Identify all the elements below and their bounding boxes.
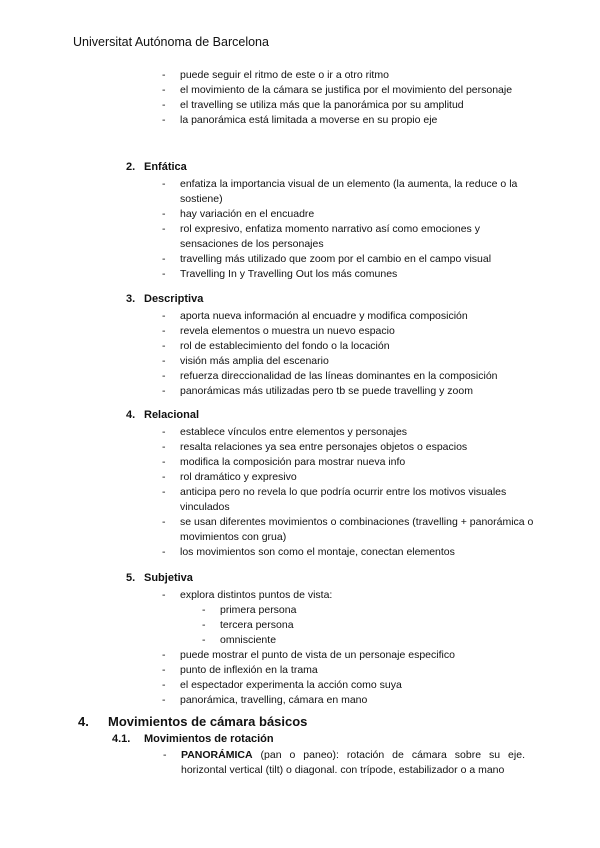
list-item: - el travelling se utiliza más que la panorámica por su amplitud	[162, 98, 532, 113]
list-item: - los movimientos son como el montaje, conectan elementos	[162, 545, 536, 560]
list-item: - travelling más utilizado que zoom por el cambio en el campo visual	[162, 252, 536, 267]
section-descriptiva	[126, 292, 536, 399]
list-item: - refuerza direccionalidad de las líneas dominantes en la composición	[162, 369, 536, 384]
list-item: - puede mostrar el punto de vista de un personaje especifico	[162, 648, 536, 663]
list-item: - modifica la composición para mostrar nueva info	[162, 455, 536, 470]
list-item: - la panorámica está limitada a moverse en su propio eje	[162, 113, 532, 128]
section-relacional	[126, 408, 536, 560]
list-item: - rol de establecimiento del fondo o la locación	[162, 339, 536, 354]
list-item: - se usan diferentes movimientos o combinaciones (travelling + panorámica o movimientos con grua)	[162, 515, 536, 545]
list-item: - PANORÁMICA (pan o paneo): rotación de cámara sobre su eje. horizontal vertical (tilt) o diagonal. con trípode, estabilizador o a mano	[163, 748, 525, 778]
section-subjetiva	[126, 571, 536, 708]
sub-list-item: - primera persona	[202, 603, 536, 618]
intro-list	[162, 68, 532, 128]
section-title: 4. Relacional	[126, 409, 200, 421]
heading-4-1: 4.1. Movimientos de rotación	[112, 733, 274, 745]
list-item: - el espectador experimenta la acción como suya	[162, 678, 536, 693]
sub-list	[202, 603, 536, 648]
list-item: - hay variación en el encuadre	[162, 207, 536, 222]
term: PANORÁMICA	[181, 749, 253, 761]
list-item: - Travelling In y Travelling Out los más comunes	[162, 267, 536, 282]
list-item: - enfatiza la importancia visual de un elemento (la aumenta, la reduce o la sostiene)	[162, 177, 536, 207]
section-list	[162, 588, 536, 708]
section-enfatica	[126, 160, 536, 282]
list-item: - el movimiento de la cámara se justifica por el movimiento del personaje	[162, 83, 532, 98]
list-item: - resalta relaciones ya sea entre personajes objetos o espacios	[162, 440, 536, 455]
sub-list-item: - omnisciente	[202, 633, 536, 648]
section-list	[162, 425, 536, 560]
list-item: - establece vínculos entre elementos y personajes	[162, 425, 536, 440]
section-title: 3. Descriptiva	[126, 293, 204, 305]
list-item: - rol dramático y expresivo	[162, 470, 536, 485]
list-item: - visión más amplia del escenario	[162, 354, 536, 369]
list-item: - puede seguir el ritmo de este o ir a otro ritmo	[162, 68, 532, 83]
heading-4: 4. Movimientos de cámara básicos	[78, 714, 308, 729]
section-title: 5. Subjetiva	[126, 572, 193, 584]
list-item: - punto de inflexión en la trama	[162, 663, 536, 678]
list-item: - panorámica, travelling, cámara en mano	[162, 693, 536, 708]
list-item: - explora distintos puntos de vista: - primera persona - tercera persona - omnisciente	[162, 588, 536, 648]
list-item: - panorámicas más utilizadas pero tb se puede travelling y zoom	[162, 384, 536, 399]
panoramica-list	[163, 748, 525, 778]
section-list	[162, 309, 536, 399]
sub-list-item: - tercera persona	[202, 618, 536, 633]
page-header: Universitat Autónoma de Barcelona	[73, 35, 269, 49]
section-title: 2. Enfática	[126, 161, 187, 173]
list-item: - anticipa pero no revela lo que podría ocurrir entre los motivos visuales vinculados	[162, 485, 536, 515]
list-item: - rol expresivo, enfatiza momento narrativo así como emociones y sensaciones de los personajes	[162, 222, 536, 252]
list-item: - aporta nueva información al encuadre y modifica composición	[162, 309, 536, 324]
section-list	[162, 177, 536, 282]
list-item: - revela elementos o muestra un nuevo espacio	[162, 324, 536, 339]
